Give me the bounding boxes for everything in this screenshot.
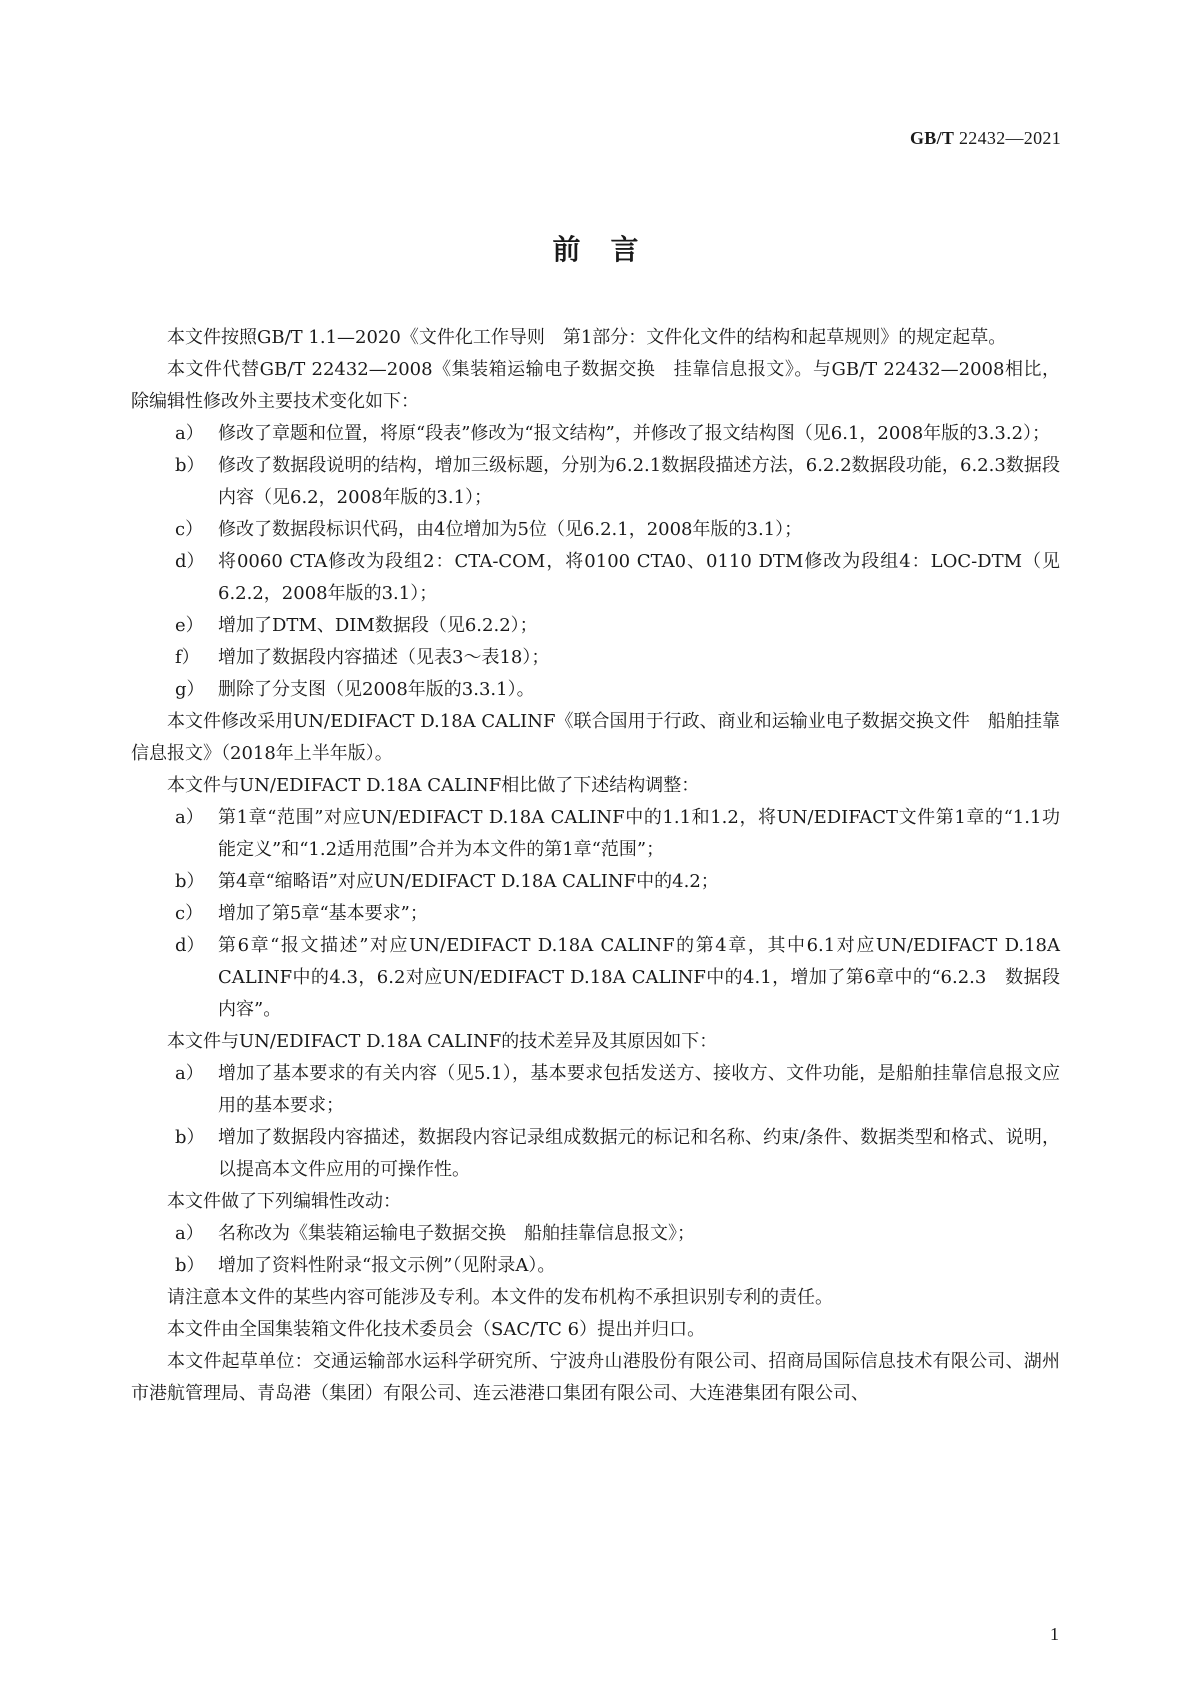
list-item-text: 第1章“范围”对应UN/EDIFACT D.18A CALINF中的1.1和1.2，将UN/EDIFACT文件第1章的“1.1功能定义”和“1.2适用范围”合并为本文件的第1章“范围”；: [218, 807, 1060, 860]
body-text: [131, 322, 1060, 1410]
list-item-text: 增加了第5章“基本要求”；: [218, 903, 428, 924]
list-item-label: c）: [175, 903, 204, 924]
list-item-text: 第6章“报文描述”对应UN/EDIFACT D.18A CALINF的第4章，其中6.1对应UN/EDIFACT D.18A CALINF中的4.3，6.2对应UN/EDIFACT D.18A CALINF中的4.1，增加了第6章中的“6.2.3 数据段内容”。: [218, 935, 1060, 1020]
list-item-label: d）: [175, 551, 205, 572]
paragraph: 本文件按照GB/T 1.1—2020《文件化工作导则 第1部分：文件化文件的结构和起草规则》的规定起草。: [167, 327, 1007, 348]
paragraph: 本文件代替GB/T 22432—2008《集装箱运输电子数据交换 挂靠信息报文》。与GB/T 22432—2008相比，除编辑性修改外主要技术变化如下：: [131, 359, 1060, 412]
list-item-text: 增加了数据段内容描述（见表3～表18）；: [218, 647, 550, 668]
list-item: [131, 802, 1060, 866]
list-item-text: 增加了资料性附录“报文示例”（见附录A）。: [218, 1255, 556, 1276]
list-item-label: b）: [175, 871, 205, 892]
document-code-number: 22432—2021: [959, 128, 1061, 148]
document-code-prefix: GB/T: [909, 128, 955, 148]
list-item-label: a）: [175, 1223, 204, 1244]
list-item-text: 第4章“缩略语”对应UN/EDIFACT D.18A CALINF中的4.2；: [218, 871, 719, 892]
list-item: [131, 1058, 1060, 1122]
paragraph: 本文件做了下列编辑性改动：: [167, 1191, 401, 1212]
list-item-label: a）: [175, 807, 204, 828]
list-item: [131, 546, 1060, 610]
paragraph: 本文件与UN/EDIFACT D.18A CALINF相比做了下述结构调整：: [167, 775, 700, 796]
list-item-label: a）: [175, 1063, 204, 1084]
list-item: [131, 1218, 1060, 1250]
list-item: [131, 674, 1060, 706]
list-item: [131, 642, 1060, 674]
list-item-label: e）: [175, 615, 204, 636]
list-item-text: 名称改为《集装箱运输电子数据交换 船舶挂靠信息报文》；: [218, 1223, 695, 1244]
list-item: [131, 898, 1060, 930]
paragraph: 本文件修改采用UN/EDIFACT D.18A CALINF《联合国用于行政、商业和运输业电子数据交换文件 船舶挂靠信息报文》（2018年上半年版）。: [131, 711, 1060, 764]
list-item-label: b）: [175, 455, 205, 476]
paragraph: 本文件起草单位：交通运输部水运科学研究所、宁波舟山港股份有限公司、招商局国际信息技术有限公司、湖州市港航管理局、青岛港（集团）有限公司、连云港港口集团有限公司、大连港集团有限公司、: [131, 1351, 1060, 1404]
page-number: 1: [1050, 1624, 1059, 1644]
list-item: [131, 1122, 1060, 1186]
list-item: [131, 866, 1060, 898]
list-item-text: 删除了分支图（见2008年版的3.3.1）。: [218, 679, 535, 700]
list-item-label: d）: [175, 935, 205, 956]
list-item: [131, 418, 1060, 450]
list-item: [131, 610, 1060, 642]
list-item: [131, 930, 1060, 1026]
list-item-label: c）: [175, 519, 204, 540]
list-item-text: 增加了数据段内容描述，数据段内容记录组成数据元的标记和名称、约束/条件、数据类型和格式、说明，以提高本文件应用的可操作性。: [218, 1127, 1060, 1180]
list-item: [131, 450, 1060, 514]
list-item-text: 增加了DTM、DIM数据段（见6.2.2）；: [218, 615, 538, 636]
paragraph: 请注意本文件的某些内容可能涉及专利。本文件的发布机构不承担识别专利的责任。: [167, 1287, 833, 1308]
list-item-label: a）: [175, 423, 204, 444]
list-item-text: 修改了数据段说明的结构，增加三级标题，分别为6.2.1数据段描述方法，6.2.2数据段功能，6.2.3数据段内容（见6.2，2008年版的3.1）；: [218, 455, 1060, 508]
list-item-text: 将0060 CTA修改为段组2：CTA-COM，将0100 CTA0、0110 DTM修改为段组4：LOC-DTM（见6.2.2，2008年版的3.1）；: [218, 551, 1060, 604]
list-item: [131, 1250, 1060, 1282]
list-item-text: 修改了章题和位置，将原“段表”修改为“报文结构”，并修改了报文结构图（见6.1，2008年版的3.3.2）；: [218, 423, 1051, 444]
list-item-label: b）: [175, 1127, 205, 1148]
document-code: [910, 128, 1061, 149]
paragraph: 本文件由全国集装箱文件化技术委员会（SAC/TC 6）提出并归口。: [167, 1319, 706, 1340]
page-title: 前言: [552, 233, 669, 266]
list-item-label: b）: [175, 1255, 205, 1276]
list-item-label: f）: [175, 647, 200, 668]
list-item-text: 修改了数据段标识代码，由4位增加为5位（见6.2.1，2008年版的3.1）；: [218, 519, 803, 540]
list-item-text: 增加了基本要求的有关内容（见5.1），基本要求包括发送方、接收方、文件功能，是船舶挂靠信息报文应用的基本要求；: [218, 1063, 1060, 1116]
paragraph: 本文件与UN/EDIFACT D.18A CALINF的技术差异及其原因如下：: [167, 1031, 718, 1052]
list-item: [131, 514, 1060, 546]
list-item-label: g）: [175, 679, 205, 700]
